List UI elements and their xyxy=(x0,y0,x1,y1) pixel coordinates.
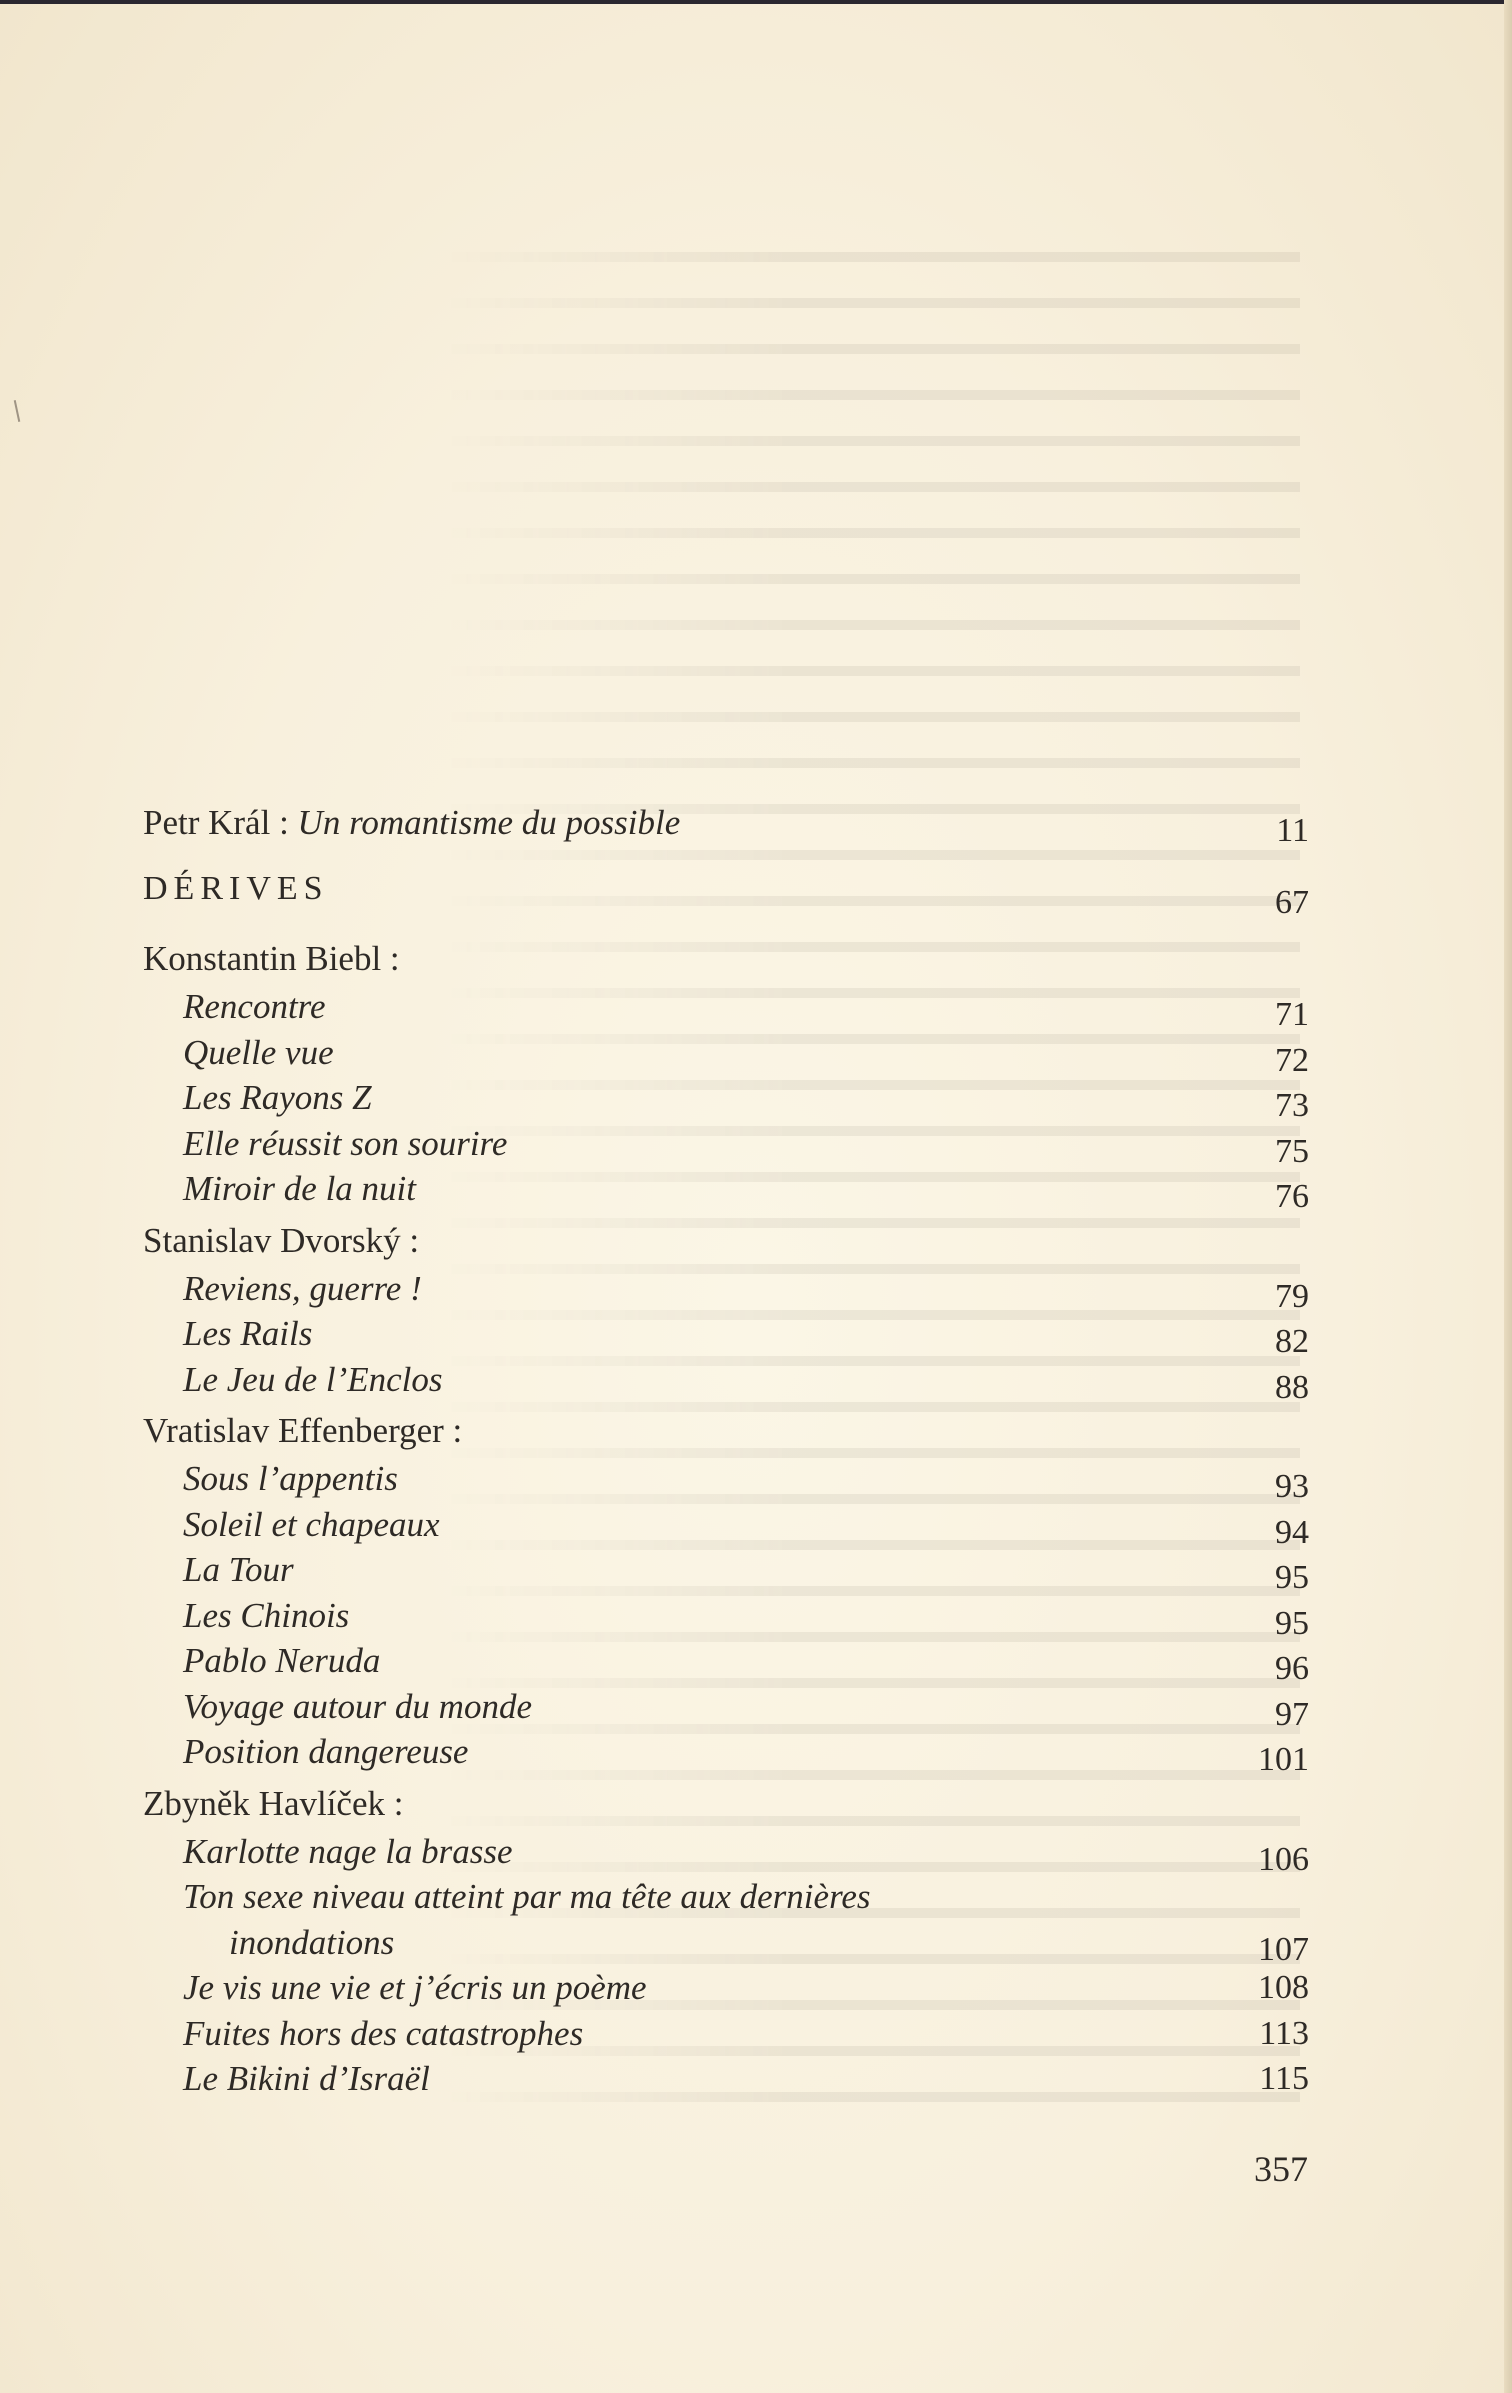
page-number: 115 xyxy=(1259,2060,1309,2097)
poem-title: Voyage autour du monde xyxy=(183,1686,532,1726)
section-heading-row[interactable] xyxy=(143,866,1309,936)
toc-entry[interactable] xyxy=(143,1547,1309,1596)
toc-entry[interactable] xyxy=(143,1075,1309,1124)
poem-title-continuation: inondations xyxy=(229,1922,395,1962)
toc-entry[interactable] xyxy=(143,1829,1309,1878)
author-name: Zbyněk Havlíček : xyxy=(143,1783,404,1823)
toc-entry[interactable] xyxy=(143,984,1309,1033)
toc-entry[interactable] xyxy=(143,1266,1309,1315)
author-name: Stanislav Dvorský : xyxy=(143,1220,420,1260)
page-number: 67 xyxy=(1275,884,1309,921)
page-number: 93 xyxy=(1275,1468,1309,1505)
page-number: 113 xyxy=(1259,2014,1309,2052)
page-right-edge xyxy=(1504,0,1512,2393)
page-number: 82 xyxy=(1275,1323,1309,1360)
page-number: 96 xyxy=(1275,1650,1309,1687)
page-number: 76 xyxy=(1275,1178,1309,1215)
toc-entry[interactable] xyxy=(143,1965,1309,2011)
poem-title: Le Bikini d’Israël xyxy=(183,2059,430,2098)
page-number: 75 xyxy=(1275,1132,1309,1170)
author-heading xyxy=(143,1781,1309,1829)
poem-title: Elle réussit son sourire xyxy=(183,1123,508,1163)
poem-title: Ton sexe niveau atteint par ma tête aux dernières xyxy=(183,1877,871,1916)
poem-title: Pablo Neruda xyxy=(183,1641,381,1680)
page-number: 11 xyxy=(1276,812,1309,849)
toc-entry-multiline[interactable] xyxy=(143,1874,1309,1968)
poem-title: Miroir de la nuit xyxy=(183,1169,417,1208)
intro-title: Un romantisme du possible xyxy=(297,803,681,842)
toc-entry[interactable] xyxy=(143,1456,1309,1505)
page-top-edge xyxy=(0,0,1512,4)
toc-entry[interactable] xyxy=(143,1638,1309,1687)
toc-entry[interactable] xyxy=(143,1311,1309,1360)
margin-mark xyxy=(14,400,21,422)
page-number: 95 xyxy=(1275,1559,1309,1596)
author-heading xyxy=(143,936,1309,984)
toc-entry[interactable] xyxy=(143,1684,1309,1733)
section-title: DÉRIVES xyxy=(143,870,329,907)
poem-title: Rencontre xyxy=(183,987,326,1026)
poem-title: Sous l’appentis xyxy=(183,1459,398,1498)
toc-entry[interactable] xyxy=(143,1502,1309,1551)
intro-author: Petr Král : xyxy=(143,803,289,842)
poem-title: Soleil et chapeaux xyxy=(183,1504,440,1544)
toc-entry[interactable] xyxy=(143,2011,1309,2057)
poem-title: Les Rayons Z xyxy=(183,1078,372,1117)
toc-entry-intro[interactable] xyxy=(143,800,1309,866)
page-number: 71 xyxy=(1275,996,1309,1033)
author-name: Vratislav Effenberger : xyxy=(143,1411,463,1450)
poem-title: La Tour xyxy=(183,1550,294,1589)
table-of-contents xyxy=(143,800,1309,2102)
toc-entry[interactable] xyxy=(143,1030,1309,1079)
page-number: 79 xyxy=(1275,1277,1309,1315)
author-heading xyxy=(143,1218,1309,1266)
poem-title: Karlotte nage la brasse xyxy=(183,1831,513,1871)
page-number: 72 xyxy=(1275,1041,1309,1079)
page-number: 107 xyxy=(1258,1931,1309,1968)
poem-title: Le Jeu de l’Enclos xyxy=(183,1359,443,1399)
page-number: 94 xyxy=(1275,1513,1309,1551)
poem-title: Les Rails xyxy=(183,1314,313,1353)
poem-title: Quelle vue xyxy=(183,1032,334,1072)
toc-entry[interactable] xyxy=(143,2056,1309,2102)
toc-entry[interactable] xyxy=(143,1166,1309,1215)
page-number: 73 xyxy=(1275,1087,1309,1124)
poem-title: Reviens, guerre ! xyxy=(183,1268,422,1308)
toc-entry[interactable] xyxy=(143,1593,1309,1642)
page-number: 88 xyxy=(1275,1368,1309,1406)
toc-entry[interactable] xyxy=(143,1357,1309,1406)
poem-title: Les Chinois xyxy=(183,1595,350,1635)
poem-title: Fuites hors des catastrophes xyxy=(183,2013,584,2053)
page-number: 101 xyxy=(1258,1741,1309,1778)
page-folio-number: 357 xyxy=(1254,2149,1308,2189)
page-number: 106 xyxy=(1258,1840,1309,1878)
toc-entry[interactable] xyxy=(143,1729,1309,1778)
author-heading xyxy=(143,1408,1309,1456)
poem-title: Je vis une vie et j’écris un poème xyxy=(183,1968,647,2007)
page-number: 97 xyxy=(1275,1695,1309,1733)
author-name: Konstantin Biebl : xyxy=(143,939,400,978)
toc-entry[interactable] xyxy=(143,1121,1309,1170)
page-number: 108 xyxy=(1258,1969,1309,2006)
poem-title: Position dangereuse xyxy=(183,1732,469,1771)
page-number: 95 xyxy=(1275,1604,1309,1642)
